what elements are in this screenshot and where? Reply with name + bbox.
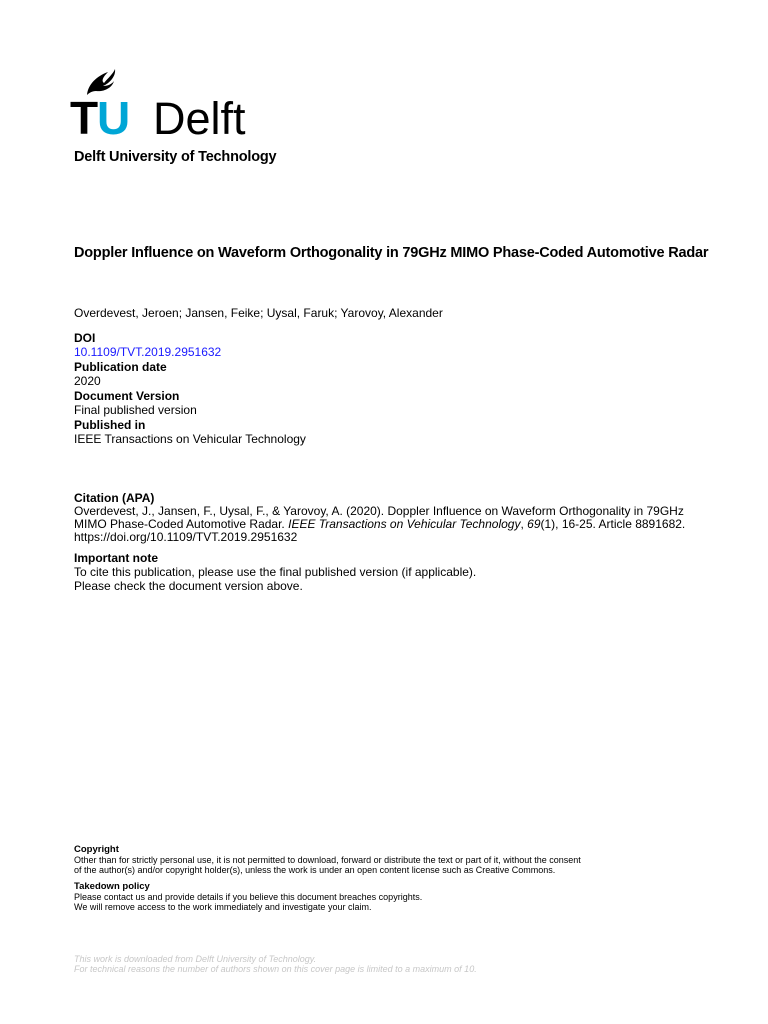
takedown-line1: Please contact us and provide details if you believe this document breaches copyrights. <box>74 892 423 902</box>
doi-link[interactable]: 10.1109/TVT.2019.2951632 <box>74 345 222 359</box>
takedown-policy-block <box>74 881 714 912</box>
download-footer <box>74 954 714 974</box>
author-list: Overdevest, Jeroen; Jansen, Feike; Uysal, Faruk; Yarovoy, Alexander <box>74 306 443 320</box>
document-version-value: Final published version <box>74 403 197 417</box>
citation-text <box>74 505 694 544</box>
citation-part1: Overdevest, J., Jansen, F., Uysal, F., & Yarovoy, A. (2020). Doppler Influence on Waveform Orthogonality in 79GHz MIMO Phase-Coded Automotive Radar. <box>74 504 684 531</box>
doi-block <box>74 332 694 359</box>
document-version-block <box>74 390 694 417</box>
copyright-line2: of the author(s) and/or copyright holder(s), unless the work is under an open content license such as Creative Commons. <box>74 865 556 875</box>
citation-label: Citation (APA) <box>74 491 155 505</box>
published-in-value: IEEE Transactions on Vehicular Technology <box>74 432 306 446</box>
doi-label: DOI <box>74 331 96 345</box>
important-note-line1: To cite this publication, please use the final published version (if applicable). <box>74 565 477 579</box>
publication-date-block <box>74 361 694 388</box>
tu-delft-logo <box>70 66 260 140</box>
citation-block <box>74 492 694 544</box>
published-in-label: Published in <box>74 418 146 432</box>
document-title: Doppler Influence on Waveform Orthogonality in 79GHz MIMO Phase-Coded Automotive Radar <box>74 245 709 261</box>
important-note-line2: Please check the document version above. <box>74 579 303 593</box>
publication-date-label: Publication date <box>74 360 167 374</box>
copyright-block <box>74 844 714 875</box>
important-note-block <box>74 552 694 593</box>
footer-line2: For technical reasons the number of authors shown on this cover page is limited to a maximum of 10. <box>74 964 477 974</box>
citation-journal: IEEE Transactions on Vehicular Technology <box>288 517 521 531</box>
document-version-label: Document Version <box>74 389 180 403</box>
takedown-label: Takedown policy <box>74 881 150 892</box>
copyright-label: Copyright <box>74 844 119 855</box>
important-note-label: Important note <box>74 551 158 565</box>
svg-text:T: T <box>70 92 99 140</box>
citation-part2: (1), 16-25. Article 8891682. https://doi.org/10.1109/TVT.2019.2951632 <box>74 517 686 544</box>
publication-date-value: 2020 <box>74 374 101 388</box>
copyright-line1: Other than for strictly personal use, it is not permitted to download, forward or distribute the text or part of it, without the consent <box>74 855 581 865</box>
citation-volume: 69 <box>527 517 541 531</box>
citation-sep: , <box>520 517 528 531</box>
publication-metadata <box>74 332 694 448</box>
svg-text:U: U <box>97 92 131 140</box>
takedown-line2: We will remove access to the work immediately and investigate your claim. <box>74 902 372 912</box>
university-name: Delft University of Technology <box>74 149 277 165</box>
published-in-block <box>74 419 694 446</box>
footer-line1: This work is downloaded from Delft University of Technology. <box>74 954 317 964</box>
svg-text:Delft: Delft <box>153 93 246 140</box>
